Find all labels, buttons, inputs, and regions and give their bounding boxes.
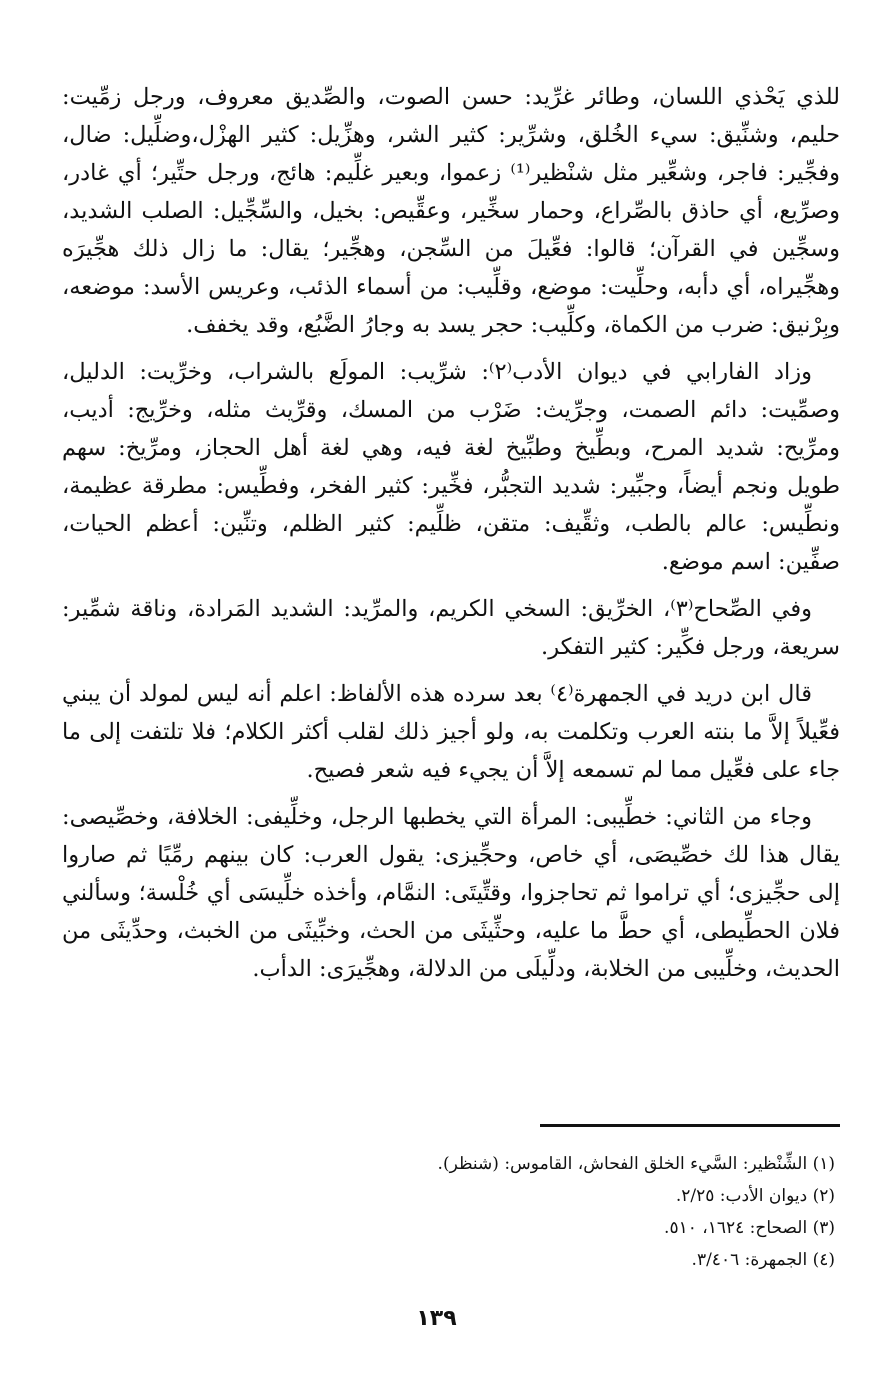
footnote-3: (٣) الصحاح: ١٦٢٤، ٥١٠. (664, 1218, 835, 1238)
paragraph-1: للذي يَحْذي اللسان، وطائر غرِّيد: حسن الصوت، والصِّديق معروف، ورجل زمِّيت: حليم، وشنِّيق: سيء الخُلق، وشرِّير: كثير الشر، وهزِّيل: كثير الهزْل،وضلِّيل: ضال، وفجِّير: فاجر، وشعِّير مثل شنْظير⁽¹⁾ زعموا، وبعير غلِّيم: هائج، ورجل حتِّير؛ أي غادر، وصرِّيع، أي حاذق بالصِّراع، وحمار سخِّير، وعقِّيص: بخيل، والسِّجِّيل: الصلب الشديد، وسجِّين في القرآن؛ قالوا: فعِّيلَ من السِّجن، وهجِّير؛ يقال: ما زال ذلك هجِّيرَه وهجِّيراه، أي دأبه، وحلِّيت: موضع، وقلِّيب: من أسماء الذئب، وعريس الأسد: موضعه، وبِرْنيق: ضرب من الكماة، وكلِّيب: حجر يسد به وجارُ الضَّبُع، وقد يخفف. (62, 84, 840, 338)
footnote-2: (٢) ديوان الأدب: ٢/٢٥. (675, 1186, 835, 1206)
footnote-4: (٤) الجمهرة: ٣/٤٠٦. (691, 1250, 835, 1270)
paragraph-5: وجاء من الثاني: خطِّيبى: المرأة التي يخطبها الرجل، وخلِّيفى: الخلافة، وخصِّيصى: يقال هذا لك خصِّيصَى، أي خاص، وحجِّيزى: يقول العرب: كان بينهم رمِّيًا ثم صاروا إلى حجِّيزى؛ أي تراموا ثم تحاجزوا، وقتِّيتَى: النمَّام، وأخذه خلِّيسَى أي خُلْسة؛ وسألني فلان الحطِّيطى، أي حطَّ ما عليه، وحثِّيثَى من الحث، وخبِّيثَى من الخبث، وحدِّيثَى من الحديث، وخلِّيبى من الخلابة، ودلِّيلَى من الدلالة، وهجِّيرَى: الدأب. (62, 804, 840, 982)
footnote-1: (١) الشِّنْظير: السَّيء الخلق الفحاش، القاموس: (شنظر). (437, 1154, 835, 1174)
main-text (62, 78, 840, 988)
paragraph-4: قال ابن دريد في الجمهرة⁽٤⁾ بعد سرده هذه الألفاظ: اعلم أنه ليس لمولد أن يبني فعِّيلاً إلاَّ ما بنته العرب وتكلمت به، ولو أجيز ذلك لقلب أكثر الكلام؛ فلا تلتفت إلى ما جاء على فعِّيل مما لم تسمعه إلاَّ أن يجيء فيه شعر فصيح. (62, 681, 840, 783)
footnote-separator (540, 1124, 840, 1127)
page-number: ١٣٩ (416, 1306, 457, 1331)
paragraph-3: وفي الصِّحاح⁽٣⁾، الخرِّيق: السخي الكريم، والمرِّيد: الشديد المَرادة، وناقة شمِّير: سريعة، ورجل فكِّير: كثير التفكر. (62, 596, 840, 660)
paragraph-2: وزاد الفارابي في ديوان الأدب⁽٢⁾: شرِّيب: المولَع بالشراب، وخرِّيت: الدليل، وصمِّيت: دائم الصمت، وجرِّيث: ضَرْب من المسك، وقرِّيث مثله، وخرِّيج: أديب، ومرِّيح: شديد المرح، وبطِّيخ وطبِّيخ لغة فيه، وهي لغة أهل الحجاز، ومرِّيخ: سهم طويل ونجم أيضاً، وجبِّير: شديد التجبُّر، فخِّير: كثير الفخر، وفطِّيس: مطرقة عظيمة، ونطِّيس: عالم بالطب، وثقِّيف: متقن، ظلِّيم: كثير الظلم، وتنِّين: أعظم الحيات، صفِّين: اسم موضع. (62, 359, 840, 575)
footnotes (95, 1148, 835, 1276)
